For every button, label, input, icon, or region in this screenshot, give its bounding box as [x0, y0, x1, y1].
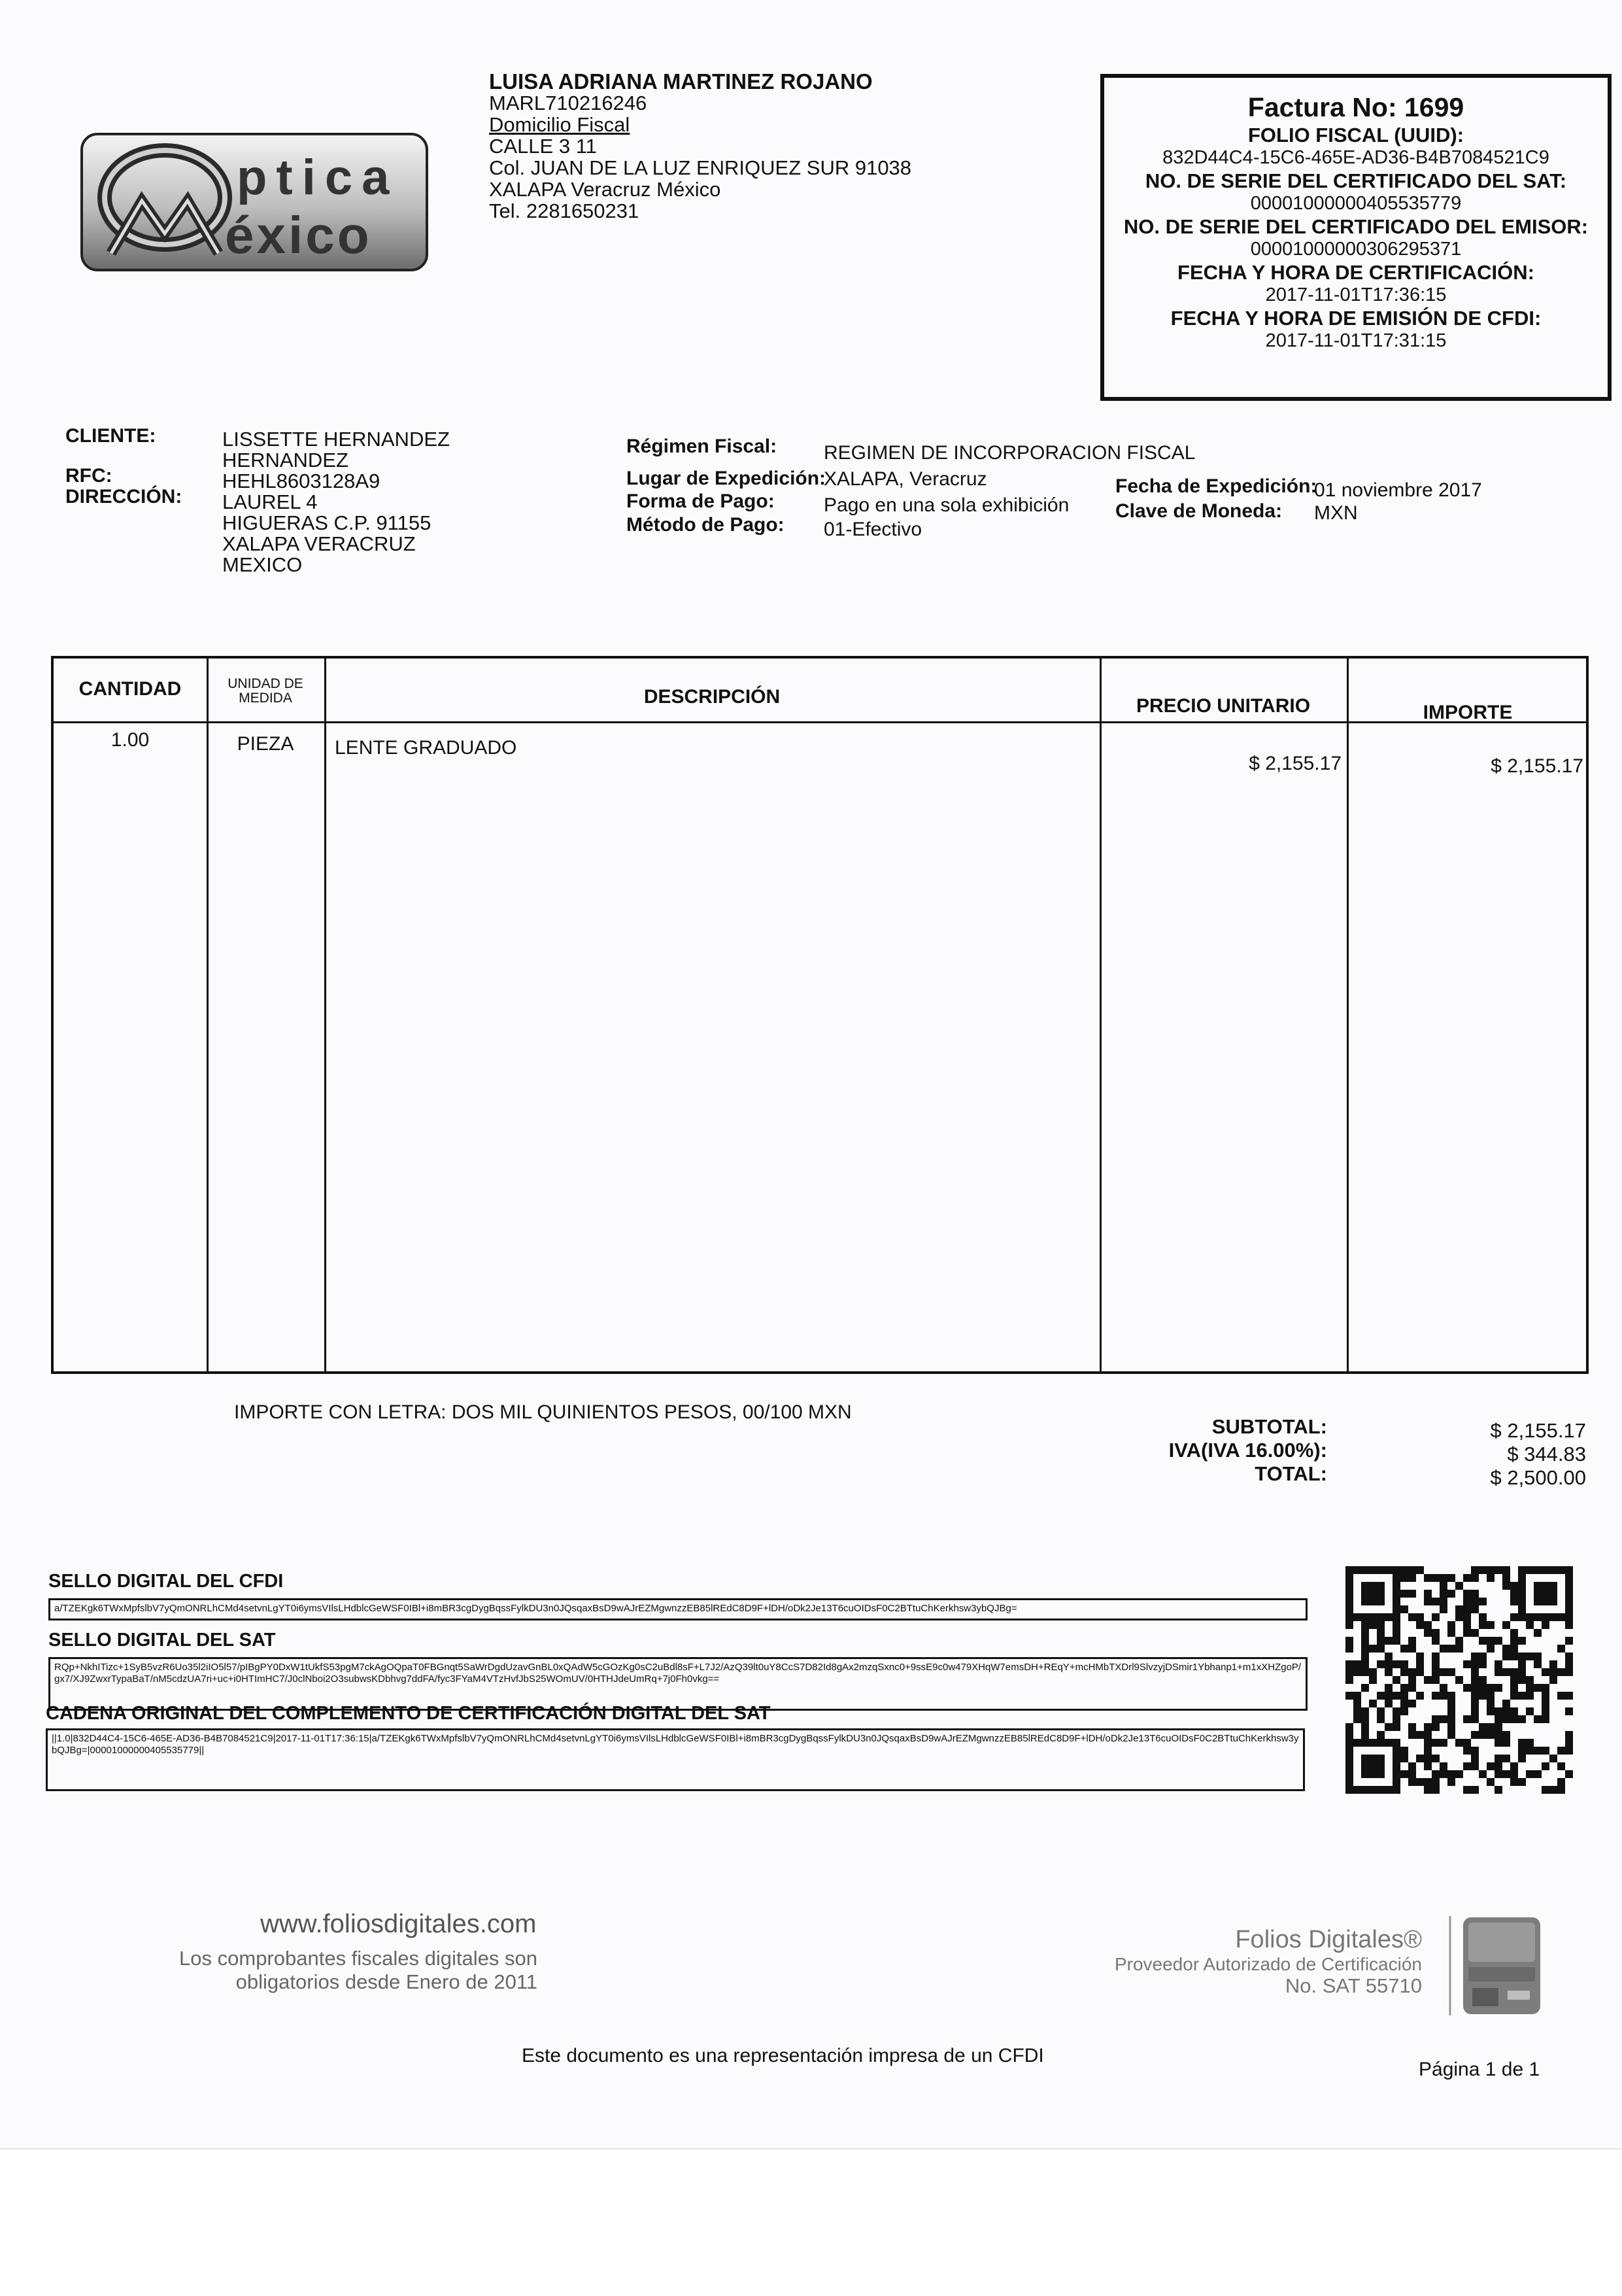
serie-emisor-label: NO. DE SERIE DEL CERTIFICADO DEL EMISOR:	[1123, 215, 1589, 238]
folio-fiscal-label: FOLIO FISCAL (UUID):	[1247, 124, 1464, 146]
optica-mexico-logo	[80, 132, 429, 273]
sello-cfdi-label: SELLO DIGITAL DEL CFDI	[48, 1571, 284, 1592]
emitter-tel: Tel. 2281650231	[489, 199, 639, 222]
sello-sat-box: RQp+NkhITizc+1SyB5vzR6Uo35l2iIO5l57/pIBgPY0DxW1tUkfS53pgM7ckAgOQpaT0FBGnqt5SaWrDgdUzavGnBL0xQAdW5cGOzKg0sC2uBdl8sF+L7J2/AzQ39lt0uY8CcS7D82Id8gAx2mzqSxnc0+9ssE9c0w479XHqW7emsDH+REqY+mcHMbTXDrl9SlvzyjDSmir1Ybhanp1+m1xXHZgoP/gx7/XJ9ZwxrTypaBaT/nM5cdzUA7ri+uc+i0HTImHC7/J0clNboi2O3subwsKDbhvg7ddFA/fyc3FYaM4VTzHvfJbS25WOmUV/0HTHJdeUmRq+7j0Fh0vkg==	[48, 1657, 1308, 1711]
logo-text-bottom: éxico	[225, 206, 372, 264]
cliente-label: CLIENTE:	[65, 425, 156, 447]
page-number: Página 1 de 1	[1419, 2059, 1540, 2080]
regimen-label: Régimen Fiscal:	[626, 436, 777, 457]
client-addr-1: LAUREL 4	[222, 490, 318, 513]
lugar-label: Lugar de Expedición:	[626, 468, 826, 489]
col-divider-2	[324, 659, 326, 1371]
importe-letra-label: IMPORTE CON LETRA:	[234, 1401, 447, 1423]
client-name-1: LISSETTE HERNANDEZ	[222, 428, 450, 451]
emitter-colony: Col. JUAN DE LA LUZ ENRIQUEZ SUR 91038	[489, 156, 912, 179]
fecha-expedicion-label: Fecha de Expedición:	[1115, 475, 1317, 497]
cadena-label: CADENA ORIGINAL DEL COMPLEMENTO DE CERTIFICACIÓN DIGITAL DEL SAT	[46, 1703, 771, 1724]
footer-website: www.foliosdigitales.com	[260, 1910, 537, 1938]
importe-letra-value: DOS MIL QUINIENTOS PESOS, 00/100 MXN	[451, 1401, 852, 1423]
regimen-value: REGIMEN DE INCORPORACION FISCAL	[824, 442, 1196, 464]
invoice-info-box	[1100, 74, 1612, 401]
serie-sat-label: NO. DE SERIE DEL CERTIFICADO DEL SAT:	[1145, 169, 1567, 192]
scan-bottom-margin	[0, 2148, 1622, 2296]
client-values	[222, 429, 450, 575]
forma-value: Pago en una sola exhibición	[824, 494, 1070, 516]
emitter-block	[489, 71, 911, 222]
client-addr-3: XALAPA VERACRUZ	[222, 532, 416, 555]
row-precio: $ 2,155.17	[1249, 753, 1342, 774]
metodo-value: 01-Efectivo	[824, 519, 922, 540]
header-precio: PRECIO UNITARIO	[1136, 695, 1311, 717]
serie-emisor: 00001000000306295371	[1250, 239, 1462, 260]
domicilio-label: Domicilio Fiscal	[489, 113, 630, 136]
qr-code	[1345, 1566, 1573, 1794]
folios-digitales-block	[1108, 1926, 1422, 1998]
header-unidad	[207, 677, 324, 706]
header-unidad-2: MEDIDA	[239, 691, 292, 706]
cert-datetime-label: FECHA Y HORA DE CERTIFICACIÓN:	[1177, 261, 1534, 284]
serie-sat: 00001000000405535779	[1250, 193, 1462, 214]
row-descripcion: LENTE GRADUADO	[335, 737, 517, 759]
emision-datetime: 2017-11-01T17:31:15	[1265, 330, 1447, 351]
sello-sat-label: SELLO DIGITAL DEL SAT	[48, 1630, 276, 1651]
client-addr-2: HIGUERAS C.P. 91155	[222, 511, 431, 534]
subtotal-value: $ 2,155.17	[1490, 1419, 1586, 1442]
footer-web-note-1: Los comprobantes fiscales digitales son	[179, 1947, 537, 1970]
emision-datetime-label: FECHA Y HORA DE EMISIÓN DE CFDI:	[1170, 307, 1542, 330]
fecha-expedicion-value: 01 noviembre 2017	[1314, 479, 1482, 501]
header-descripcion: DESCRIPCIÓN	[643, 686, 781, 708]
rfc-label: RFC:	[65, 465, 112, 487]
emitter-street: CALLE 3 11	[489, 135, 597, 158]
folios-name: Folios Digitales®	[1235, 1926, 1422, 1953]
lugar-value: XALAPA, Veracruz	[824, 468, 987, 490]
client-addr-4: MEXICO	[222, 553, 303, 576]
moneda-label: Clave de Moneda:	[1115, 500, 1283, 522]
direccion-label: DIRECCIÓN:	[65, 486, 182, 507]
logo-text-top: ptica	[237, 150, 399, 205]
cert-datetime: 2017-11-01T17:36:15	[1265, 284, 1447, 305]
emitter-rfc: MARL710216246	[489, 92, 647, 114]
factura-electronica-badge-icon	[1449, 1915, 1543, 2017]
row-unidad: PIEZA	[237, 733, 294, 755]
header-cantidad: CANTIDAD	[78, 678, 182, 700]
folios-provider: Proveedor Autorizado de Certificación	[1114, 1954, 1422, 1974]
moneda-value: MXN	[1314, 502, 1358, 524]
sello-cfdi-box: a/TZEKgk6TWxMpfslbV7yQmONRLhCMd4setvnLgYT0i6ymsVIlsLHdblcGeWSF0IBl+i8mBR3cgDygBqssFylkDU3n0JQsqaxBsD9wAJrEZMgwnzzEB85lREdC8D9F+lDH/oDk2Je13T6cuOIDsF0C2BTtuChKerkhsw3ybQJBg=	[48, 1598, 1308, 1620]
folios-sat-number: No. SAT 55710	[1285, 1974, 1422, 1997]
client-name-2: HERNANDEZ	[222, 449, 348, 471]
qr-code-graphic	[1345, 1566, 1573, 1794]
header-unidad-1: UNIDAD DE	[228, 676, 303, 691]
totals-labels	[1046, 1415, 1327, 1486]
invoice-number: Factura No: 1699	[1247, 92, 1464, 122]
emitter-name: LUISA ADRIANA MARTINEZ ROJANO	[489, 69, 873, 94]
iva-label: IVA(IVA 16.00%):	[1168, 1439, 1327, 1462]
row-importe: $ 2,155.17	[1491, 755, 1583, 777]
importe-letra	[234, 1401, 852, 1424]
iva-value: $ 344.83	[1507, 1443, 1586, 1465]
cadena-box: ||1.0|832D44C4-15C6-465E-AD36-B4B7084521C9|2017-11-01T17:36:15|a/TZEKgk6TWxMpfslbV7yQmONRLhCMd4setvnLgYT0i6ymsVIlsLHdblcGeWSF0IBl+i8mBR3cgDygBqssFylkDU3n0JQsqaxBsD9wAJrEZMgwnzzEB85lREdC8D9F+lDH/oDk2Je13T6cuOIDsF0C2BTtuChKerkhsw3ybQJBg=|00001000000405535779||	[46, 1728, 1305, 1791]
footer-web-note-2: obligatorios desde Enero de 2011	[235, 1970, 537, 1993]
total-value: $ 2,500.00	[1490, 1466, 1586, 1489]
logo-graphic	[80, 132, 429, 273]
metodo-label: Método de Pago:	[626, 514, 785, 536]
emitter-city: XALAPA Veracruz México	[489, 178, 721, 201]
total-label: TOTAL:	[1255, 1462, 1327, 1485]
footer-web-note	[171, 1947, 537, 1994]
cfdi-representation-note: Este documento es una representación impresa de un CFDI	[522, 2045, 1044, 2066]
totals-values	[1412, 1419, 1586, 1490]
row-cantidad: 1.00	[110, 729, 150, 751]
header-importe: IMPORTE	[1423, 702, 1513, 723]
subtotal-label: SUBTOTAL:	[1211, 1415, 1327, 1438]
items-table	[51, 656, 1589, 1374]
forma-label: Forma de Pago:	[626, 490, 775, 512]
client-rfc: HEHL8603128A9	[222, 470, 380, 492]
folio-fiscal: 832D44C4-15C6-465E-AD36-B4B7084521C9	[1162, 147, 1549, 168]
col-divider-1	[207, 659, 209, 1371]
